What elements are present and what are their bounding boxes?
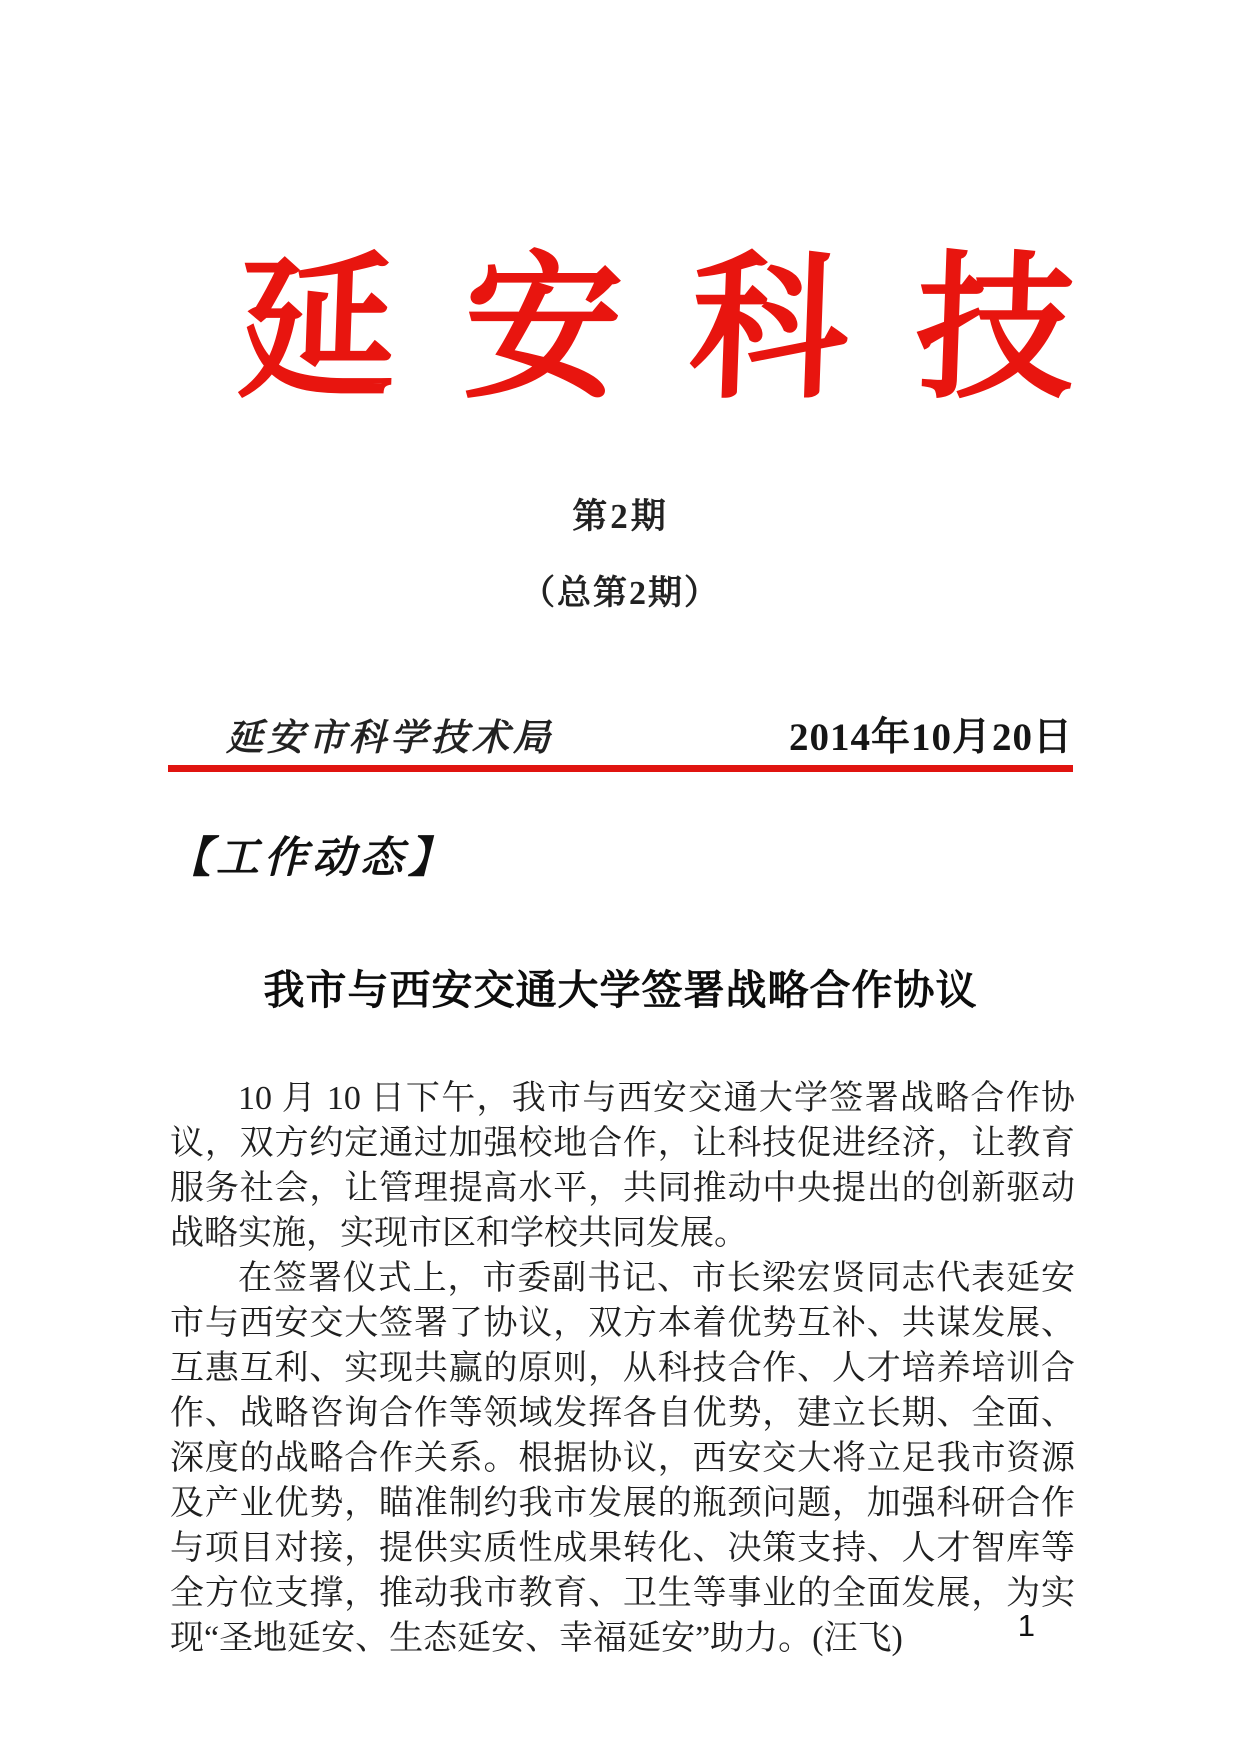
masthead-title: 延安科技 <box>234 243 1146 418</box>
article-title: 我市与西安交通大学签署战略合作协议 <box>263 967 978 1013</box>
publish-date: 2014年10月20日 <box>788 716 1073 759</box>
page-number: 1 <box>1017 1608 1035 1643</box>
article-body <box>170 1076 1075 1661</box>
publisher-name: 延安市科学技术局 <box>226 718 554 759</box>
article-paragraph: 在签署仪式上，市委副书记、市长梁宏贤同志代表延安市与西安交大签署了协议，双方本着优势互补、共谋发展、互惠互利、实现共赢的原则，从科技合作、人才培养培训合作、战略咨询合作等领域发挥各自优势，建立长期、全面、深度的战略合作关系。根据协议，西安交大将立足我市资源及产业优势，瞄准制约我市发展的瓶颈问题，加强科研合作与项目对接，提供实质性成果转化、决策支持、人才智库等全方位支撑，推动我市教育、卫生等事业的全面发展，为实现“圣地延安、生态延安、幸福延安”助力。(汪飞) <box>170 1260 1075 1657</box>
section-header: 【工作动态】 <box>168 835 456 882</box>
issue-total-number: （总第2期） <box>521 575 720 612</box>
publisher-row <box>168 706 1073 762</box>
article-paragraph: 10 月 10 日下午，我市与西安交通大学签署战略合作协议，双方约定通过加强校地合作，让科技促进经济，让教育服务社会，让管理提高水平，共同推动中央提出的创新驱动战略实施，实现市区和学校共同发展。 <box>170 1080 1075 1252</box>
red-divider-rule <box>168 765 1073 772</box>
issue-number: 第2期 <box>572 497 669 536</box>
